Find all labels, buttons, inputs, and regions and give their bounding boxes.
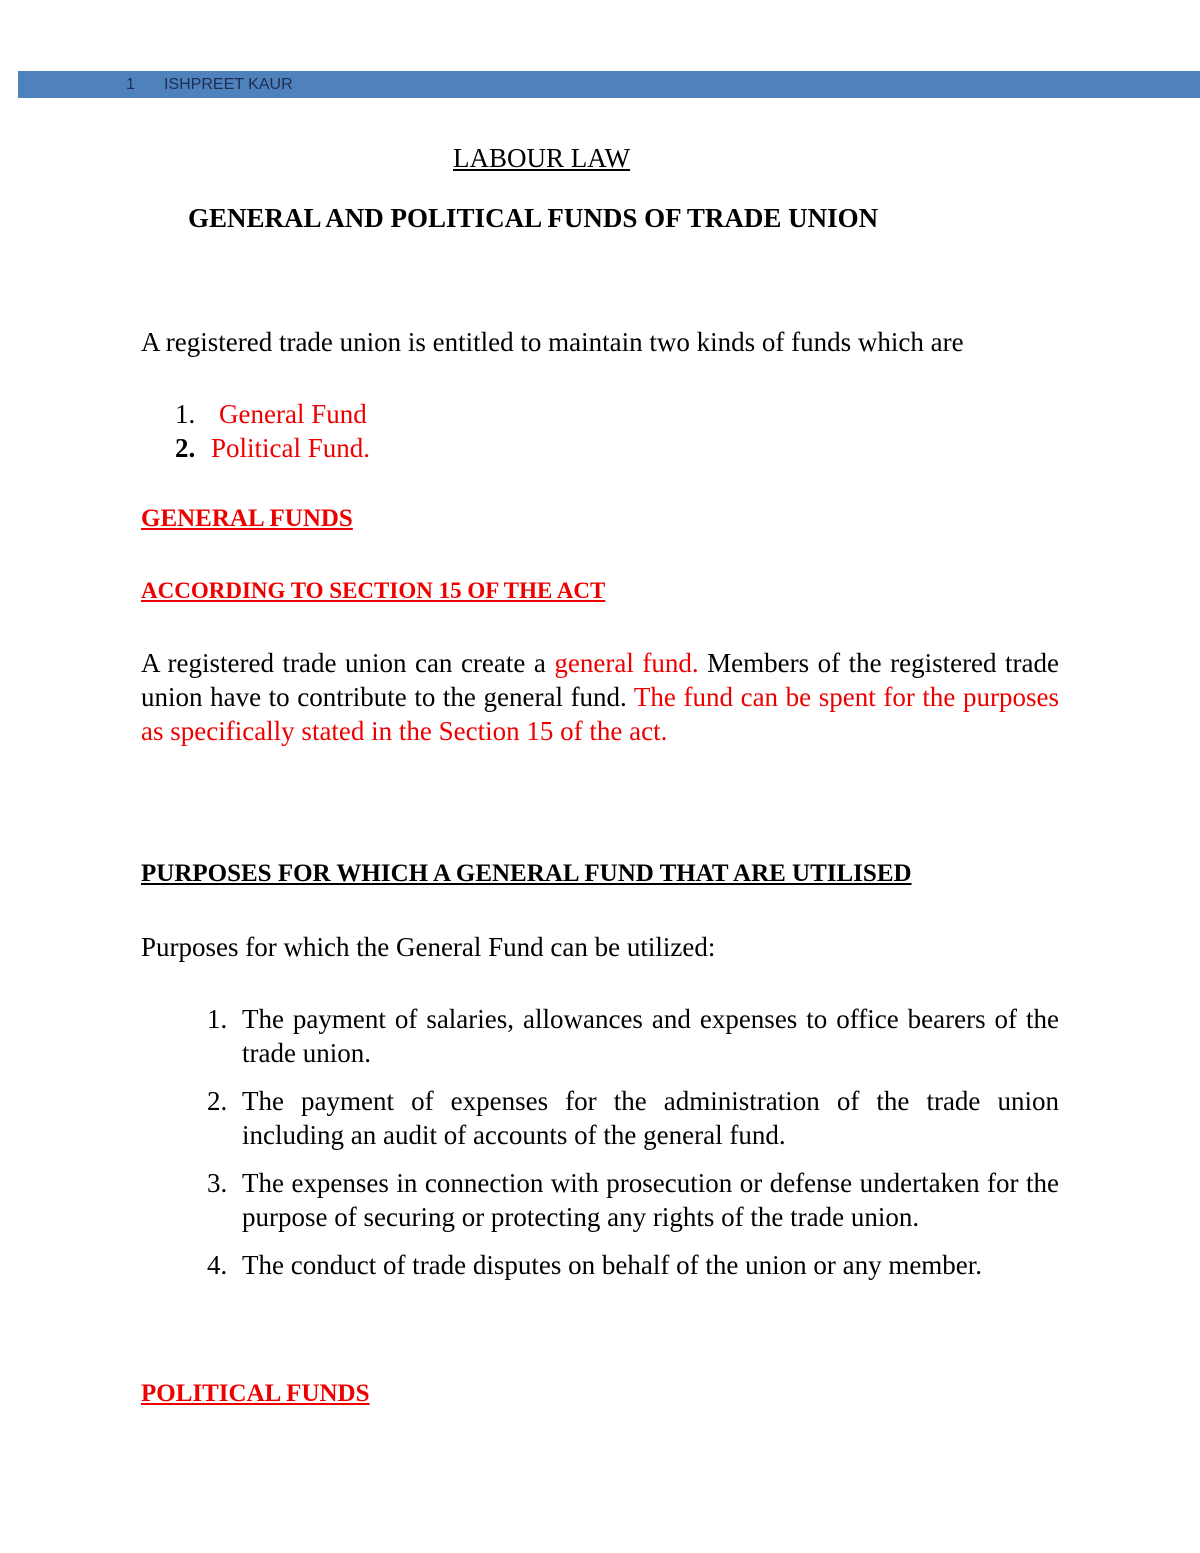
list-item (141, 397, 1059, 431)
fund-types-list (141, 397, 1059, 465)
fund-type-label: Political Fund. (211, 433, 371, 463)
list-number: 3. (207, 1168, 228, 1198)
list-number: 1. (175, 399, 196, 429)
list-number: 2. (175, 433, 196, 463)
political-funds-heading: POLITICAL FUNDS (141, 1380, 370, 1407)
page-number: 1 (126, 76, 135, 93)
document-title: LABOUR LAW (453, 143, 631, 173)
paragraph-highlight: The fund can be spent for the purposes as specifically stated in the Section 15 of the act. (141, 682, 1059, 746)
document-subtitle: GENERAL AND POLITICAL FUNDS OF TRADE UNION (188, 203, 879, 233)
purposes-heading: PURPOSES FOR WHICH A GENERAL FUND THAT ARE UTILISED (141, 860, 912, 887)
paragraph-highlight: general fund. (554, 648, 699, 678)
intro-paragraph: A registered trade union is entitled to maintain two kinds of funds which are (141, 327, 964, 357)
purpose-text: The conduct of trade disputes on behalf of the union or any member. (242, 1250, 983, 1280)
list-number: 2. (207, 1086, 228, 1116)
general-fund-paragraph (141, 646, 1059, 748)
list-item (141, 1248, 1059, 1282)
header-author: ISHPREET KAUR (164, 76, 293, 93)
purpose-text: The expenses in connection with prosecution or defense undertaken for the purpose of securing or protecting any rights of the trade union. (242, 1168, 1059, 1232)
purposes-intro: Purposes for which the General Fund can be utilized: (141, 932, 716, 962)
list-item (141, 1084, 1059, 1152)
purpose-text: The payment of salaries, allowances and expenses to office bearers of the trade union. (242, 1004, 1059, 1068)
paragraph-text: Members of the registered trade union have to contribute to the general fund. (141, 648, 1060, 712)
list-item (141, 1002, 1059, 1070)
fund-type-label: General Fund (219, 399, 367, 429)
purpose-text: The payment of expenses for the administration of the trade union including an audit of accounts of the general fund. (242, 1086, 1059, 1150)
list-item (141, 431, 1059, 465)
purposes-list (141, 1002, 1059, 1296)
page-header-bar (18, 71, 1200, 98)
paragraph-text: A registered trade union can create a (141, 648, 555, 678)
list-number: 4. (207, 1250, 228, 1280)
list-item (141, 1166, 1059, 1234)
list-number: 1. (207, 1004, 228, 1034)
general-funds-heading: GENERAL FUNDS (141, 505, 353, 532)
section-15-heading: ACCORDING TO SECTION 15 OF THE ACT (141, 578, 606, 603)
